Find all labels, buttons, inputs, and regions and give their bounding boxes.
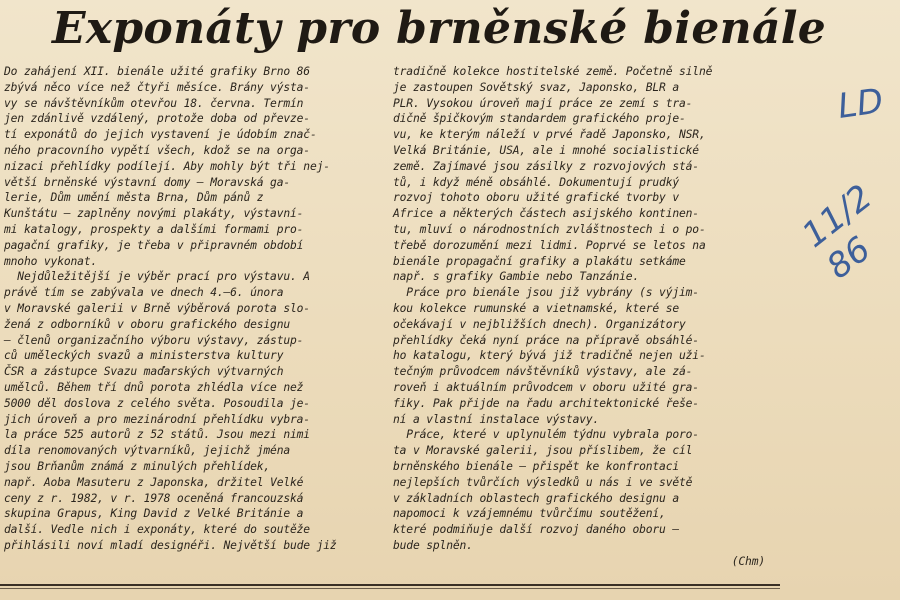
text-line: které podmiňuje další rozvoj daného oboru — bbox=[393, 523, 680, 537]
text-line: vy se návštěvníkům otevřou 18. června. Termín bbox=[4, 96, 304, 110]
text-line: tečným průvodcem návštěvníků výstavy, ale zá- bbox=[393, 365, 693, 379]
text-line: mi katalogy, prospekty a dalšími formami pro- bbox=[4, 222, 304, 236]
text-line: lerie, Dům umění města Brna, Dům pánů z bbox=[4, 191, 264, 205]
author-signature: (Chm) bbox=[731, 554, 765, 568]
headline: Exponáty pro brněnské bienále bbox=[52, 3, 827, 54]
text-line: mnoho vykonat. bbox=[4, 254, 98, 268]
text-line: napomoci k vzájemnému tvůrčímu soutěžení, bbox=[393, 507, 666, 521]
text-line: tí exponátů do jejich vystavení je údobím znač- bbox=[4, 128, 317, 142]
text-line: rozvoj tohoto oboru užité grafické tvorby v bbox=[393, 191, 680, 205]
text-line: žená z odborníků v oboru grafického designu bbox=[4, 317, 291, 331]
text-line: ho katalogu, který bývá již tradičně nejen uži- bbox=[393, 349, 706, 363]
text-line: fiky. Pak přijde na řadu architektonické řeše- bbox=[393, 396, 699, 410]
article-column-right bbox=[393, 64, 773, 570]
text-line: např. Aoba Masuteru z Japonska, držitel Velké bbox=[4, 475, 304, 489]
article-column-left bbox=[4, 64, 382, 554]
text-line: Práce pro bienále jsou již vybrány (s výjim- bbox=[393, 286, 699, 300]
handwritten-initials: LD bbox=[835, 81, 886, 127]
handwritten-date: 11/2 86 bbox=[794, 177, 880, 288]
text-line: bude splněn. bbox=[393, 538, 473, 552]
column-rule-thin bbox=[0, 588, 780, 589]
column-rule bbox=[0, 584, 780, 586]
text-line: vu, ke kterým náleží v prvé řadě Japonsko, NSR, bbox=[393, 128, 706, 142]
text-line: umělců. Během tří dnů porota zhlédla více než bbox=[4, 380, 304, 394]
text-line: další. Vedle nich i exponáty, které do soutěže bbox=[4, 523, 310, 537]
text-line: la práce 525 autorů z 52 států. Jsou mezi nimi bbox=[4, 428, 310, 442]
text-line: přihlásili noví mladí designéři. Největší bude již bbox=[4, 538, 337, 552]
text-line: — členů organizačního výboru výstavy, zástup- bbox=[4, 333, 304, 347]
text-line: očekávají v nejbližších dnech). Organizátory bbox=[393, 317, 686, 331]
text-line: kou kolekce rumunské a vietnamské, které se bbox=[393, 301, 680, 315]
text-line: tradičně kolekce hostitelské země. Početně silně bbox=[393, 65, 713, 78]
text-line: Do zahájení XII. bienále užité grafiky Brno 86 bbox=[4, 65, 310, 78]
text-line: skupina Grapus, King David z Velké Británie a bbox=[4, 507, 304, 521]
text-line: PLR. Vysokou úroveň mají práce ze zemí s tra- bbox=[393, 96, 693, 110]
text-line: dičně špičkovým standardem grafického proje- bbox=[393, 112, 686, 126]
text-line: jen zdánlivě vzdálený, protože doba od převze- bbox=[4, 112, 310, 126]
text-line: díla renomovaných výtvarníků, jejichž jména bbox=[4, 444, 291, 458]
text-line: je zastoupen Sovětský svaz, Japonsko, BLR a bbox=[393, 80, 680, 94]
text-line: bienále propagační grafiky a plakátu setkáme bbox=[393, 254, 686, 268]
text-line: nejlepších tvůrčích výsledků u nás i ve světě bbox=[393, 475, 693, 489]
text-line: zbývá něco více než čtyři měsíce. Brány výsta- bbox=[4, 80, 310, 94]
text-line: Velká Británie, USA, ale i mnohé socialistické bbox=[393, 143, 699, 157]
text-line: brněnského bienále — přispět ke konfrontaci bbox=[393, 459, 680, 473]
text-line: Kunštátu — zaplněny novými plakáty, výstavní- bbox=[4, 207, 304, 221]
text-line: pagační grafiky, je třeba v připravném období bbox=[4, 238, 304, 252]
text-line: Nejdůležitější je výběr prací pro výstavu. A bbox=[4, 270, 310, 284]
text-line: země. Zajímavé jsou zásilky z rozvojových stá- bbox=[393, 159, 699, 173]
text-line: větší brněnské výstavní domy — Moravská ga- bbox=[4, 175, 291, 189]
text-line: roveň i aktuálním průvodcem v oboru užité gra- bbox=[393, 380, 699, 394]
text-line: v základních oblastech grafického designu a bbox=[393, 491, 680, 505]
text-line: právě tím se zabývala ve dnech 4.—6. února bbox=[4, 286, 284, 300]
text-line: např. s grafiky Gambie nebo Tanzánie. bbox=[393, 270, 640, 284]
text-line: třebě dorozumění mezi lidmi. Poprvé se letos na bbox=[393, 238, 706, 252]
text-line: ného pracovního vypětí všech, kdož se na orga- bbox=[4, 143, 310, 157]
text-line: ceny z r. 1982, v r. 1978 oceněná francouzská bbox=[4, 491, 304, 505]
text-line: tu, mluví o národnostních zvláštnostech i o po- bbox=[393, 222, 706, 236]
text-line: ců uměleckých svazů a ministerstva kultury bbox=[4, 349, 284, 363]
text-line: ta v Moravské galerii, jsou příslibem, že cíl bbox=[393, 444, 693, 458]
text-line: Práce, které v uplynulém týdnu vybrala poro- bbox=[393, 428, 699, 442]
text-line: v Moravské galerii v Brně výběrová porota slo- bbox=[4, 301, 310, 315]
text-line: ní a vlastní instalace výstavy. bbox=[393, 412, 600, 426]
text-line: nizaci přehlídky podílejí. Aby mohly být tři nej- bbox=[4, 159, 330, 173]
text-line: 5000 děl doslova z celého světa. Posoudila je- bbox=[4, 396, 310, 410]
text-line: jsou Brňanům známá z minulých přehlídek, bbox=[4, 459, 271, 473]
text-line: Africe a některých částech asijského kontinen- bbox=[393, 207, 699, 221]
text-line: přehlídky čeká nyní práce na přípravě obsáhlé- bbox=[393, 333, 699, 347]
text-line: tů, i když méně obsáhlé. Dokumentují prudký bbox=[393, 175, 680, 189]
text-line: ČSR a zástupce Svazu maďarských výtvarných bbox=[4, 365, 284, 379]
text-line: jich úroveň a pro mezinárodní přehlídku vybra- bbox=[4, 412, 310, 426]
